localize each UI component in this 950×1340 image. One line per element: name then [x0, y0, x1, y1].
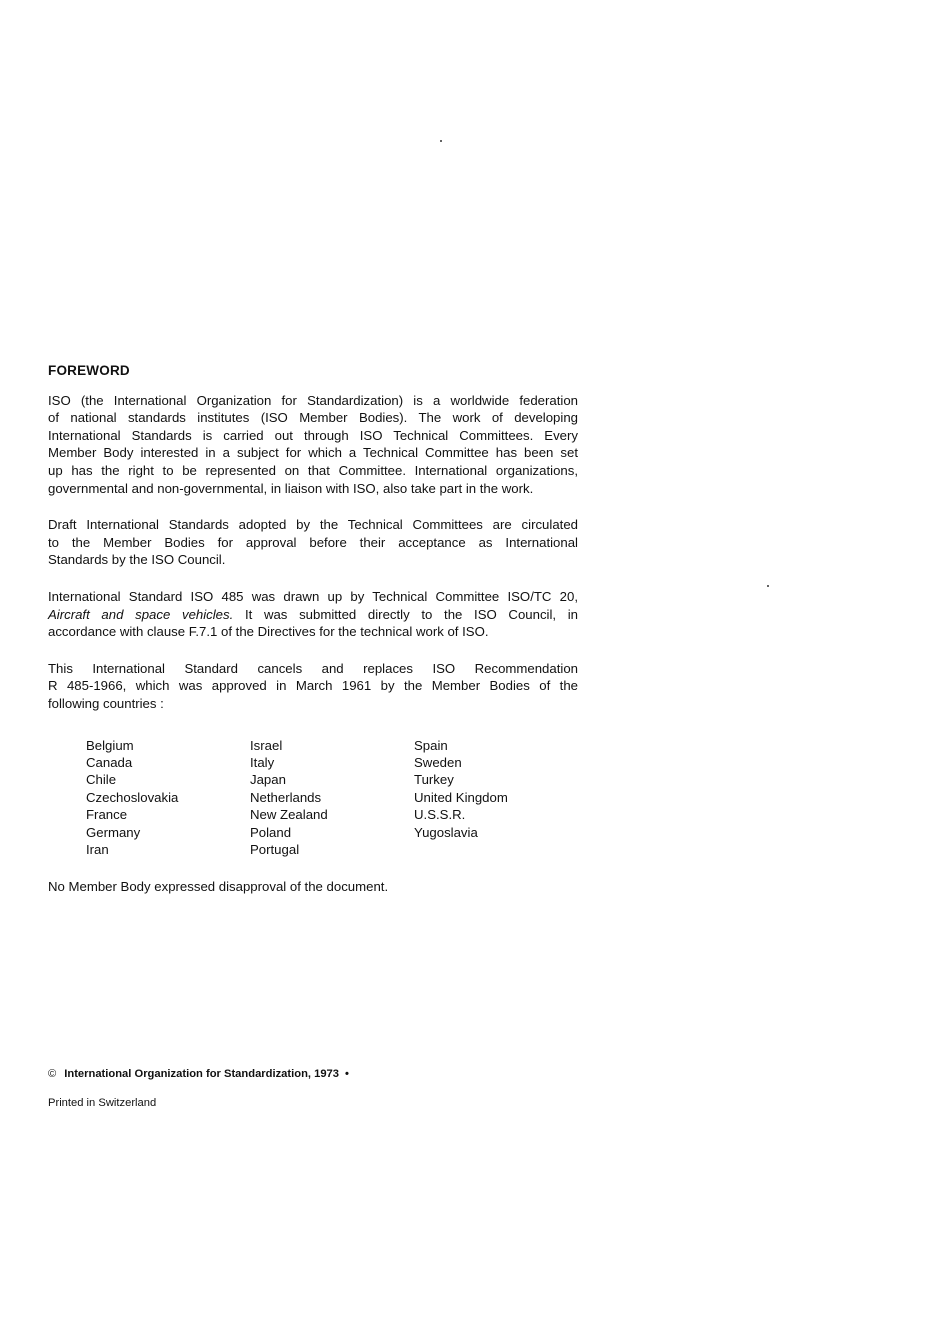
text-line: up has the right to be represented on that Committee. International organizations,	[48, 462, 578, 478]
text-line: No Member Body expressed disapproval of the document.	[48, 879, 389, 895]
text-line: Standards by the ISO Council.	[48, 552, 226, 568]
country-item: Poland	[250, 824, 292, 840]
paragraph-iso-intro	[48, 392, 578, 498]
copyright-text: International Organization for Standardization, 1973	[64, 1068, 340, 1080]
scan-speck	[440, 140, 442, 142]
country-item: New Zealand	[250, 807, 328, 823]
text-line: accordance with clause F.7.1 of the Directives for the technical work of ISO.	[48, 624, 489, 640]
country-column-2	[250, 737, 414, 859]
paragraph-replaces	[48, 660, 578, 713]
copyright-icon: ©	[48, 1068, 57, 1080]
text-line: Member Body interested in a subject for which a Technical Committee has been set	[48, 445, 578, 461]
country-item: Japan	[250, 772, 286, 788]
text-line: R 485-1966, which was approved in March 1961 by the Member Bodies of the	[48, 678, 578, 694]
country-item: Portugal	[250, 841, 300, 857]
text-line: following countries :	[48, 695, 164, 711]
paragraph-draft-standards	[48, 516, 578, 569]
country-item: Germany	[86, 824, 141, 840]
country-item: Turkey	[414, 772, 454, 788]
committee-title: Aircraft and space vehicles.	[48, 606, 234, 622]
foreword-section	[48, 362, 578, 915]
text-line: of national standards institutes (ISO Member Bodies). The work of developing	[48, 410, 578, 426]
country-item: France	[86, 807, 128, 823]
country-item: Spain	[414, 737, 448, 753]
text-line: to the Member Bodies for approval before their acceptance as International	[48, 534, 578, 550]
country-item: Yugoslavia	[414, 824, 478, 840]
paragraph-iso-485	[48, 588, 578, 641]
text-line: International Standards is carried out through ISO Technical Committees. Every	[48, 427, 578, 443]
text-line: governmental and non-governmental, in liaison with ISO, also take part in the work.	[48, 480, 534, 496]
country-item: Chile	[86, 772, 117, 788]
copyright-line	[48, 1068, 349, 1080]
text-line: International Standard ISO 485 was drawn up by Technical Committee ISO/TC 20,	[48, 588, 578, 604]
scan-speck	[767, 585, 769, 587]
country-item: Czechoslovakia	[86, 789, 179, 805]
country-item: Israel	[250, 737, 283, 753]
text-line: This International Standard cancels and replaces ISO Recommendation	[48, 660, 578, 676]
country-item: Sweden	[414, 754, 462, 770]
printed-in-note: Printed in Switzerland	[48, 1097, 157, 1109]
country-item: Iran	[86, 841, 109, 857]
foreword-heading: FOREWORD	[48, 363, 130, 378]
country-item: Canada	[86, 754, 133, 770]
country-item: Belgium	[86, 737, 134, 753]
country-column-1	[86, 737, 250, 859]
text-line	[48, 606, 578, 624]
country-item: United Kingdom	[414, 789, 508, 805]
text-line: Draft International Standards adopted by the Technical Committees are circulated	[48, 517, 578, 533]
country-item: Italy	[250, 754, 275, 770]
closing-statement	[48, 878, 578, 896]
country-item: Netherlands	[250, 789, 322, 805]
country-column-3	[414, 737, 578, 859]
text-fragment: It was submitted directly to the ISO Council, in	[233, 606, 578, 622]
country-item: U.S.S.R.	[414, 807, 466, 823]
text-line: ISO (the International Organization for Standardization) is a worldwide federation	[48, 392, 578, 408]
bullet-icon: •	[345, 1068, 349, 1080]
country-list	[86, 737, 578, 859]
